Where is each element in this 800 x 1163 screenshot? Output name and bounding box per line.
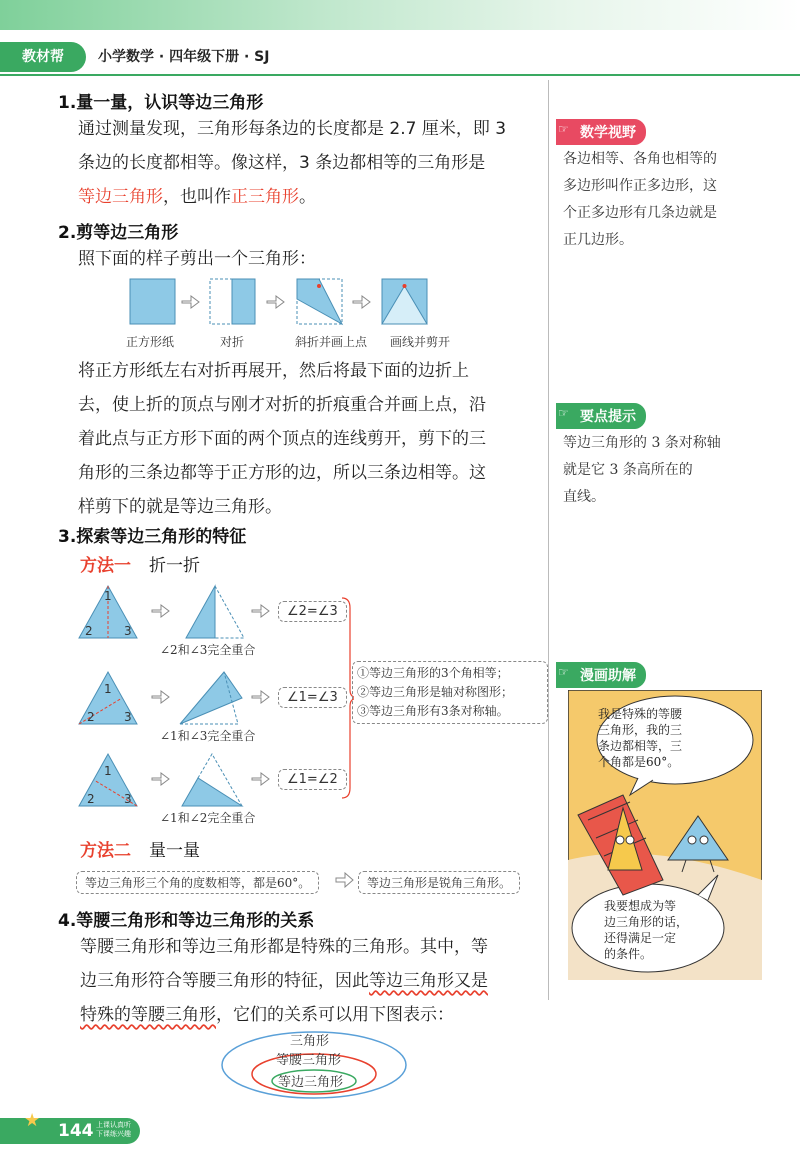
fold-point-dot bbox=[317, 284, 321, 288]
term-equilateral: 等边三角形 bbox=[78, 187, 163, 207]
conclusion-2: ②等边三角形是轴对称图形； bbox=[357, 685, 514, 699]
angle-label-3: 3 bbox=[124, 792, 132, 806]
arrow-icon bbox=[353, 296, 370, 308]
step-caption-3: 斜折并画上点 bbox=[295, 335, 368, 349]
section1-heading: 1.量一量，认识等边三角形 bbox=[58, 93, 264, 113]
angle-label-2: 2 bbox=[87, 710, 95, 724]
sidebar-text-1: 各边相等、各角也相等的 多边形叫作正多边形，这 个正多边形有几条边就是 正几边形。 bbox=[563, 151, 717, 248]
measure-box: 等边三角形三个角的度数相等，都是60°。 bbox=[76, 871, 319, 894]
fold-caption-2: ∠1和∠3完全重合 bbox=[160, 729, 256, 743]
arrow-icon bbox=[252, 773, 269, 785]
arrow-icon bbox=[152, 691, 169, 703]
section2-heading: 2.剪等边三角形 bbox=[58, 223, 179, 243]
section1-line1: 通过测量发现，三角形每条边的长度都是 2.7 厘米，即 3 bbox=[78, 119, 507, 139]
method1-label: 方法一 折一折 bbox=[80, 556, 200, 576]
arrow-icon bbox=[252, 605, 269, 617]
arrow-icon bbox=[182, 296, 199, 308]
triangle-ghost-1 bbox=[215, 586, 244, 638]
section4-line1: 等腰三角形和等边三角形都是特殊的三角形。其中，等 bbox=[80, 937, 488, 957]
section2-para-3: 着此点与正方形下面的两个顶点的连线剪开，剪下的三 bbox=[78, 429, 486, 449]
triangle-half-2 bbox=[180, 672, 242, 724]
conclusion-1: ①等边三角形的3个角相等； bbox=[357, 666, 509, 680]
angle-label-3: 3 bbox=[124, 710, 132, 724]
angle-label-1: 1 bbox=[104, 764, 112, 778]
hand-icon: ☞ bbox=[558, 122, 569, 136]
square-paper-shape bbox=[130, 279, 175, 324]
star-icon: ★ bbox=[24, 1110, 41, 1131]
measure-result-box: 等边三角形是锐角三角形。 bbox=[358, 871, 520, 894]
triangle-half-1 bbox=[186, 586, 215, 638]
section2-intro: 照下面的样子剪出一个三角形： bbox=[78, 249, 316, 269]
hand-icon: ☞ bbox=[558, 665, 569, 679]
section1-line3: 等边三角形，也叫作正三角形。 bbox=[78, 187, 316, 207]
fold-caption-3: ∠1和∠2完全重合 bbox=[160, 811, 256, 825]
section1-line2: 条边的长度都相等。像这样，3 条边都相等的三角形是 bbox=[78, 153, 486, 173]
sidebar-text-2: 等边三角形的 3 条对称轴 就是它 3 条高所在的 直线。 bbox=[563, 435, 721, 505]
brand-tab: 教材帮 bbox=[0, 42, 86, 72]
section2-para-1: 将正方形纸左右对折再展开，然后将最下面的边折上 bbox=[78, 361, 469, 381]
step-caption-1: 正方形纸 bbox=[126, 335, 175, 349]
arrow-icon bbox=[152, 773, 169, 785]
section4-heading: 4.等腰三角形和等边三角形的关系 bbox=[58, 911, 315, 931]
step-caption-4: 画线并剪开 bbox=[390, 335, 451, 349]
venn-label-isosceles: 等腰三角形 bbox=[276, 1053, 342, 1068]
term-regular: 正三角形 bbox=[231, 187, 299, 207]
arrow-icon bbox=[252, 691, 269, 703]
step-caption-2: 对折 bbox=[220, 335, 245, 349]
arrow-icon bbox=[267, 296, 284, 308]
bubble2-text: 我要想成为等 边三角形的话， 还得满足一定 的条件。 bbox=[604, 899, 689, 961]
sidebar-tag-math-vision: 数学视野 bbox=[556, 119, 646, 145]
bubble1-text: 我是特殊的等腰 三角形，我的三 条边都相等，三 个角都是60°。 bbox=[598, 707, 683, 769]
fold-steps-figure bbox=[125, 274, 525, 332]
hand-icon: ☞ bbox=[558, 406, 569, 420]
venn-label-triangle: 三角形 bbox=[290, 1034, 330, 1049]
cut-point-dot bbox=[403, 284, 407, 288]
angle-label-2: 2 bbox=[87, 792, 95, 806]
sidebar-tag-key-tips: 要点提示 bbox=[556, 403, 646, 429]
fold-right-shape bbox=[232, 279, 255, 324]
result-box-3: ∠1=∠2 bbox=[278, 769, 347, 790]
header-stripe bbox=[0, 0, 800, 30]
section2-para-2: 去，使上折的顶点与刚才对折的折痕重合并画上点，沿 bbox=[78, 395, 486, 415]
angle-label-1: 1 bbox=[104, 589, 112, 603]
fold-caption-1: ∠2和∠3完全重合 bbox=[160, 643, 256, 657]
section4-line3: 特殊的等腰三角形，它们的关系可以用下图表示： bbox=[80, 1005, 454, 1025]
arrow-icon bbox=[334, 872, 356, 888]
result-box-1: ∠2=∠3 bbox=[278, 601, 347, 622]
result-box-2: ∠1=∠3 bbox=[278, 687, 347, 708]
section2-para-5: 样剪下的就是等边三角形。 bbox=[78, 497, 282, 517]
method2-label: 方法二 量一量 bbox=[80, 841, 200, 861]
angle-label-3: 3 bbox=[124, 624, 132, 638]
header-rule bbox=[0, 74, 800, 76]
page-number: 144 bbox=[58, 1121, 94, 1141]
conclusions-box bbox=[352, 661, 548, 724]
venn-label-equilateral: 等边三角形 bbox=[278, 1075, 344, 1090]
section4-line2: 边三角形符合等腰三角形的特征，因此等边三角形又是 bbox=[80, 971, 488, 991]
angle-label-2: 2 bbox=[85, 624, 93, 638]
section3-heading: 3.探索等边三角形的特征 bbox=[58, 527, 247, 547]
conclusion-3: ③等边三角形有3条对称轴。 bbox=[357, 704, 509, 718]
footer-note: 上课认真听 下课练兴趣 bbox=[96, 1121, 131, 1138]
angle-label-1: 1 bbox=[104, 682, 112, 696]
triangle-half-3 bbox=[182, 778, 242, 806]
arrow-icon bbox=[152, 605, 169, 617]
sidebar-tag-comic: 漫画助解 bbox=[556, 662, 646, 688]
sidebar-divider bbox=[548, 80, 549, 1000]
book-title: 小学数学 · 四年级下册 · SJ bbox=[98, 49, 270, 65]
section2-para-4: 角形的三条边都等于正方形的边，所以三条边相等。这 bbox=[78, 463, 486, 483]
